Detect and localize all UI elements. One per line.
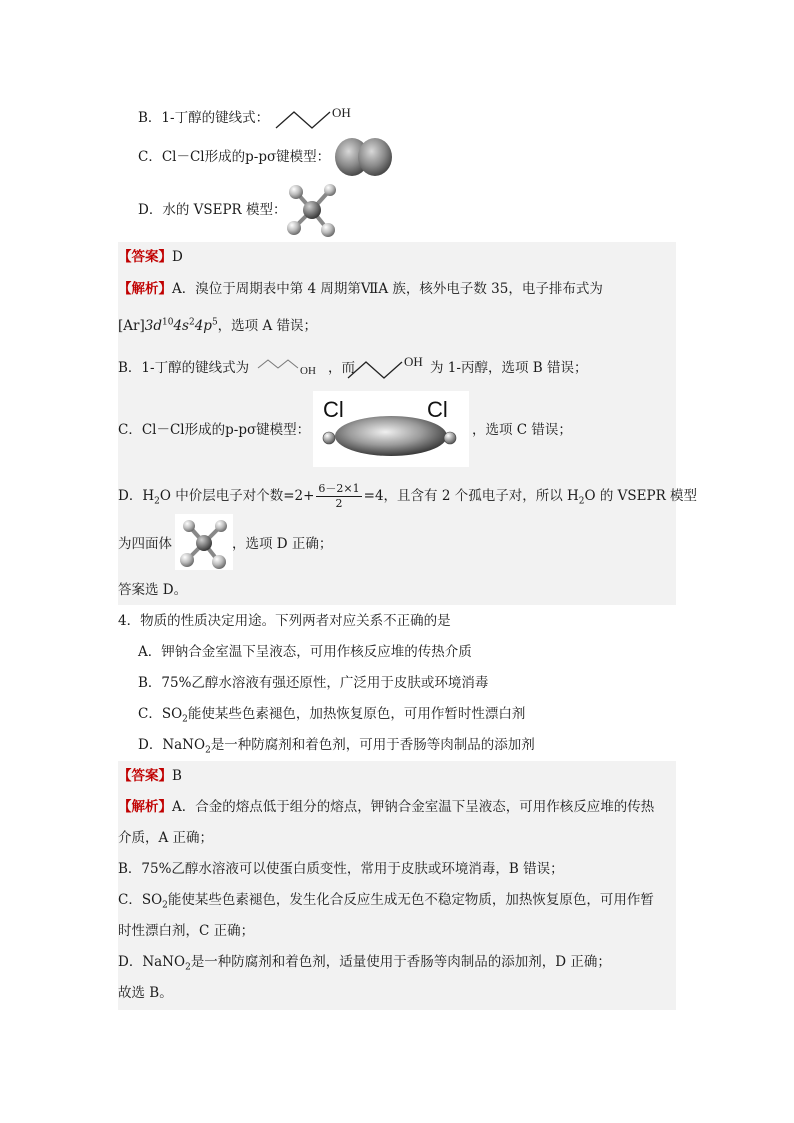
cl-right-label: Cl bbox=[427, 397, 448, 422]
q3-option-d-text: D．水的 VSEPR 模型： bbox=[138, 202, 287, 218]
q4-answer-tag: 【答案】 bbox=[118, 768, 172, 784]
q4-option-d-pre: D．NaNO bbox=[138, 737, 206, 753]
water-tetrahedral-image bbox=[175, 514, 233, 570]
q3-analysis-c bbox=[118, 420, 310, 440]
q3-analysis-b bbox=[118, 358, 249, 378]
q4-analysis-a-line1 bbox=[118, 797, 654, 817]
q3-analysis-d-line1 bbox=[118, 482, 697, 511]
q3-conclusion-text: 答案选 D。 bbox=[118, 582, 188, 598]
q4-option-b-text: B．75%乙醇水溶液有强还原性，广泛用于皮肤或环境消毒 bbox=[138, 675, 489, 691]
analysis-a-text: A．溴位于周期表中第 4 周期第ⅦA 族，核外电子数 35，电子排布式为 bbox=[172, 281, 603, 297]
analysis-d-mid3: O 的 VSEPR 模型 bbox=[584, 488, 698, 504]
analysis-b-mid: ，而 bbox=[328, 360, 355, 376]
p-p-sigma-model-image bbox=[333, 136, 395, 178]
q3-option-c-text: C．Cl－Cl形成的p-pσ键模型： bbox=[138, 149, 331, 165]
q3-analysis-c-post bbox=[472, 420, 572, 440]
q3-option-c bbox=[138, 147, 330, 167]
q4-stem-text: 4．物质的性质决定用途。下列两者对应关系不正确的是 bbox=[118, 613, 451, 629]
butanol-formula-correct bbox=[256, 354, 322, 378]
q3-analysis-a-line2 bbox=[118, 316, 317, 336]
q4-option-d-post: 是一种防腐剂和着色剂，可用于香肠等肉制品的添加剂 bbox=[210, 737, 535, 753]
config-sup-2: 2 bbox=[188, 317, 195, 328]
q4-analysis-b-text: B．75%乙醇水溶液可以使蛋白质变性，常用于皮肤或环境消毒，B 错误； bbox=[118, 861, 564, 877]
q3-analysis-a-line1 bbox=[118, 279, 603, 299]
q4-analysis-d-post: 是一种防腐剂和着色剂，适量使用于香肠等肉制品的添加剂，D 正确； bbox=[190, 954, 611, 970]
q3-analysis-b-post bbox=[430, 358, 587, 378]
analysis-tag: 【解析】 bbox=[118, 281, 172, 297]
butanol-oh-small: OH bbox=[300, 365, 316, 377]
analysis-d-mid1: O 中价层电子对个数=2+ bbox=[159, 488, 315, 504]
analysis-c-pre: C．Cl－Cl形成的p-pσ键模型： bbox=[118, 422, 311, 438]
q4-analysis-d bbox=[118, 952, 611, 972]
q3-analysis-d-line2-post bbox=[232, 534, 332, 554]
analysis-c-post: ，选项 C 错误； bbox=[472, 422, 572, 438]
config-4s: 4s bbox=[173, 318, 189, 334]
config-sup-1: 10 bbox=[161, 317, 174, 328]
q4-option-d-sub: 2 bbox=[205, 745, 211, 756]
propanol-oh-label: OH bbox=[404, 354, 423, 369]
q4-analysis-a-line2-text: 介质，A 正确； bbox=[118, 830, 214, 846]
analysis-b-post: 为 1-丙醇，选项 B 错误； bbox=[430, 360, 588, 376]
q4-analysis-c-sub: 2 bbox=[162, 900, 168, 911]
q3-option-b bbox=[138, 108, 269, 128]
q4-option-a-text: A．钾钠合金室温下呈液态，可用作核反应堆的传热介质 bbox=[138, 644, 472, 660]
q4-analysis-c-pre: C．SO bbox=[118, 892, 163, 908]
analysis-b-pre: B．1-丁醇的键线式为 bbox=[118, 360, 250, 376]
q4-option-b bbox=[138, 673, 488, 693]
q3-conclusion bbox=[118, 580, 187, 600]
q4-conclusion-text: 故选 B。 bbox=[118, 985, 173, 1001]
analysis-d-pre: D．H bbox=[118, 488, 155, 504]
q4-conclusion bbox=[118, 983, 173, 1003]
q4-analysis-d-pre: D．NaNO bbox=[118, 954, 186, 970]
analysis-d-sub1: 2 bbox=[154, 496, 160, 507]
butanol-skeletal-formula bbox=[272, 102, 362, 132]
q4-answer-line bbox=[118, 766, 182, 786]
vsepr-fraction bbox=[316, 482, 361, 511]
q4-option-c-sub: 2 bbox=[182, 714, 188, 725]
butanol-oh-label: OH bbox=[332, 105, 351, 120]
q3-option-d bbox=[138, 200, 287, 220]
config-4p: 4p bbox=[194, 318, 212, 334]
analysis-d-sub2: 2 bbox=[578, 496, 585, 507]
q4-option-c-post: 能使某些色素褪色，加热恢复原色，可用作暂时性漂白剂 bbox=[187, 706, 526, 722]
q3-answer-line bbox=[118, 247, 183, 267]
q4-answer-value: B bbox=[172, 768, 182, 784]
q4-analysis-c-post: 能使某些色素褪色，发生化合反应生成无色不稳定物质，加热恢复原色，可用作暂 bbox=[167, 892, 654, 908]
cl-left-label: Cl bbox=[323, 397, 344, 422]
q3-analysis-d-line2 bbox=[118, 534, 172, 554]
cl-cl-sigma-bond-image bbox=[313, 391, 469, 467]
analysis-d-mid2: =4，且含有 2 个孤电子对，所以 H bbox=[363, 488, 579, 504]
q4-analysis-c-line2-text: 时性漂白剂，C 正确； bbox=[118, 923, 255, 939]
q4-option-c bbox=[138, 704, 525, 724]
analysis-a-end: ，选项 A 错误； bbox=[217, 318, 318, 334]
q4-analysis-c-line1 bbox=[118, 890, 654, 910]
q3-option-b-text: B．1-丁醇的键线式： bbox=[138, 110, 270, 126]
analysis-d-line2-post-text: ，选项 D 正确； bbox=[232, 536, 333, 552]
q4-option-a bbox=[138, 642, 472, 662]
q4-stem bbox=[118, 611, 451, 631]
q4-option-c-pre: C．SO bbox=[138, 706, 183, 722]
q4-analysis-d-sub: 2 bbox=[185, 962, 191, 973]
fraction-numerator: 6－2×1 bbox=[318, 482, 360, 495]
q4-option-d bbox=[138, 735, 535, 755]
electron-config-ar: [Ar] bbox=[118, 318, 145, 334]
config-sup-3: 5 bbox=[211, 317, 218, 328]
water-vsepr-model-image bbox=[282, 180, 344, 238]
q4-analysis-tag: 【解析】 bbox=[118, 799, 172, 815]
answer-tag: 【答案】 bbox=[118, 249, 172, 265]
answer-value: D bbox=[172, 249, 183, 265]
propanol-skeletal-formula bbox=[344, 350, 430, 382]
q4-analysis-b bbox=[118, 859, 564, 879]
q4-analysis-c-line2 bbox=[118, 921, 254, 941]
fraction-denominator: 2 bbox=[335, 497, 343, 510]
analysis-d-line2-pre: 为四面体 bbox=[118, 536, 172, 552]
q4-analysis-a-line2 bbox=[118, 828, 213, 848]
config-3d: 3d bbox=[144, 318, 162, 334]
q4-analysis-a-text: A．合金的熔点低于组分的熔点，钾钠合金室温下呈液态，可用作核反应堆的传热 bbox=[172, 799, 655, 815]
